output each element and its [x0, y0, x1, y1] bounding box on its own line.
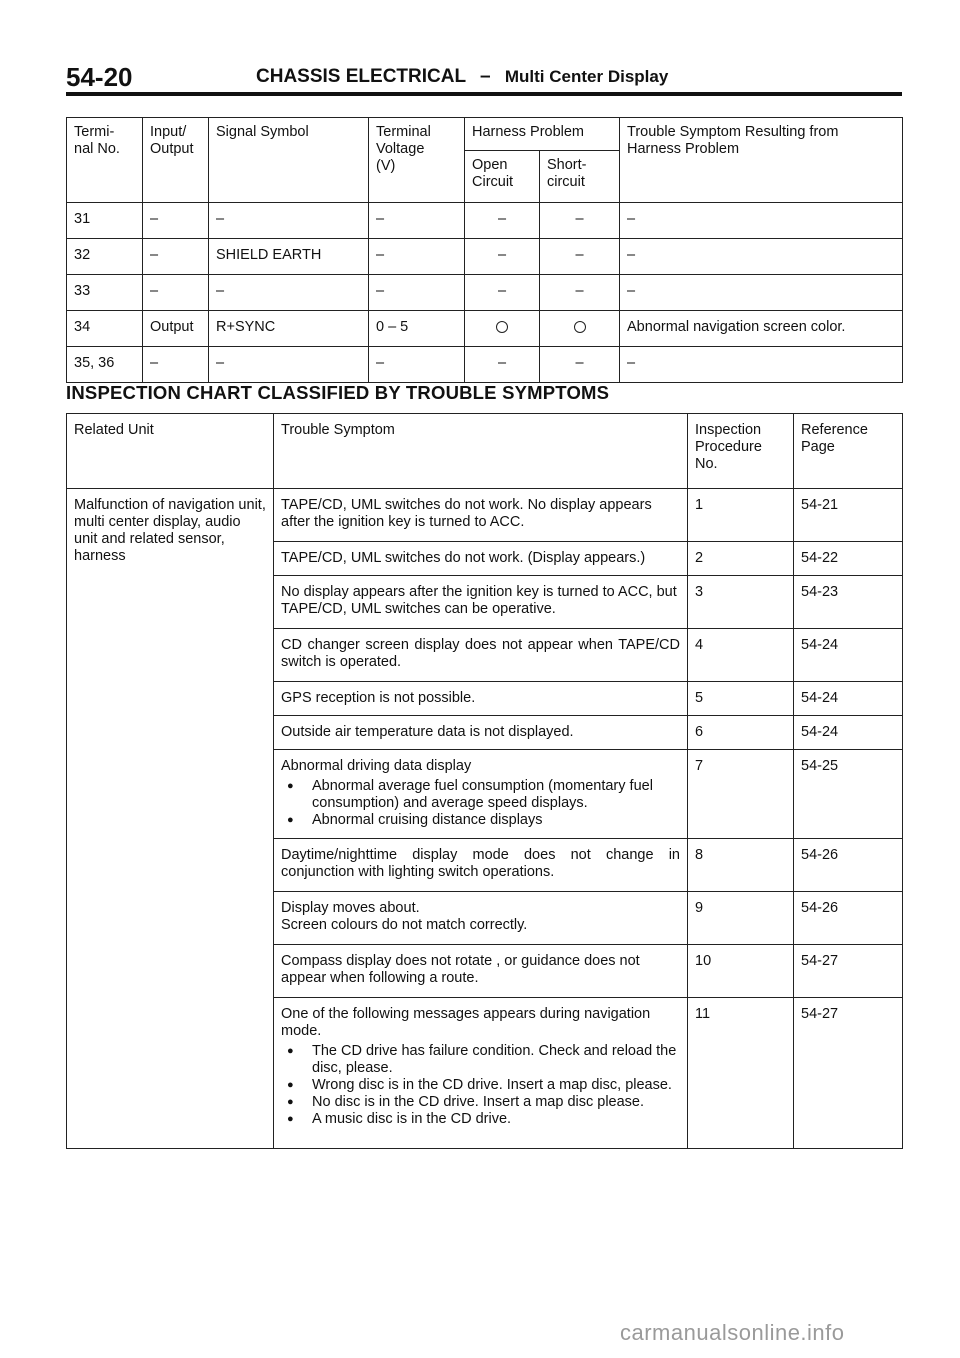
reference-page: 54-27 — [794, 945, 903, 998]
input-output: – — [143, 203, 209, 239]
trouble-symptom: Daytime/nighttime display mode does not change in conjunction with lighting switch operations. — [274, 839, 688, 892]
terminal-no: 33 — [67, 275, 143, 311]
inspection-chart-header-row — [67, 414, 903, 489]
header-terminal-voltage: Terminal Voltage (V) — [369, 118, 465, 203]
open-circuit: – — [465, 239, 540, 275]
terminal-voltage: – — [369, 203, 465, 239]
short-circuit: – — [540, 239, 620, 275]
short-circuit: – — [540, 275, 620, 311]
header-trouble-symptom: Trouble Symptom — [274, 414, 688, 489]
signal-symbol: – — [209, 275, 369, 311]
trouble-symptom-cell — [274, 750, 688, 839]
procedure-no: 8 — [688, 839, 794, 892]
procedure-no: 9 — [688, 892, 794, 945]
bullet-item: ● Abnormal cruising distance displays — [281, 812, 680, 829]
short-circuit: – — [540, 203, 620, 239]
trouble-symptom: TAPE/CD, UML switches do not work. (Display appears.) — [274, 542, 688, 576]
inspection-chart-table — [66, 413, 903, 1149]
reference-page: 54-24 — [794, 682, 903, 716]
reference-page: 54-24 — [794, 629, 903, 682]
trouble-symptom: CD changer screen display does not appear when TAPE/CD switch is operated. — [274, 629, 688, 682]
input-output: – — [143, 347, 209, 383]
section-name: CHASSIS ELECTRICAL — [256, 66, 466, 87]
trouble-symptom: – — [620, 347, 903, 383]
symptom-bullet-list — [281, 778, 680, 829]
reference-page: 54-25 — [794, 750, 903, 839]
table-row — [67, 347, 903, 383]
terminal-voltage: 0 – 5 — [369, 311, 465, 347]
reference-page: 54-22 — [794, 542, 903, 576]
terminal-no: 32 — [67, 239, 143, 275]
trouble-symptom: – — [620, 239, 903, 275]
header-input-output: Input/ Output — [143, 118, 209, 203]
trouble-symptom: – — [620, 203, 903, 239]
procedure-no: 11 — [688, 998, 794, 1149]
terminal-voltage: – — [369, 347, 465, 383]
trouble-symptom: Display moves about. Screen colours do not match correctly. — [274, 892, 688, 945]
short-circuit: – — [540, 347, 620, 383]
header-title — [256, 66, 668, 88]
trouble-symptom: – — [620, 275, 903, 311]
open-circuit: – — [465, 203, 540, 239]
header-reference-page: Reference Page — [794, 414, 903, 489]
watermark: carmanualsonline.info — [620, 1320, 845, 1345]
reference-page: 54-24 — [794, 716, 903, 750]
trouble-symptom: TAPE/CD, UML switches do not work. No display appears after the ignition key is turned to ACC. — [274, 489, 688, 542]
procedure-no: 4 — [688, 629, 794, 682]
reference-page: 54-26 — [794, 892, 903, 945]
bullet-item: ● A music disc is in the CD drive. — [281, 1111, 680, 1128]
terminal-voltage: – — [369, 275, 465, 311]
trouble-symptom: One of the following messages appears during navigation mode. — [281, 1006, 651, 1039]
procedure-no: 3 — [688, 576, 794, 629]
input-output: – — [143, 275, 209, 311]
page-number: 54-20 — [66, 62, 133, 92]
trouble-symptom-cell — [274, 998, 688, 1149]
procedure-no: 10 — [688, 945, 794, 998]
bullet-item: ● The CD drive has failure condition. Check and reload the disc, please. — [281, 1043, 680, 1077]
procedure-no: 7 — [688, 750, 794, 839]
header-terminal-no: Termi- nal No. — [67, 118, 143, 203]
page-header — [66, 62, 902, 96]
input-output: Output — [143, 311, 209, 347]
header-procedure-no: Inspection Procedure No. — [688, 414, 794, 489]
table-row — [67, 489, 903, 542]
reference-page: 54-27 — [794, 998, 903, 1149]
procedure-no: 1 — [688, 489, 794, 542]
subsection-name: Multi Center Display — [504, 67, 669, 86]
trouble-symptom: Compass display does not rotate , or guidance does not appear when following a route. — [274, 945, 688, 998]
terminal-table-header-row — [67, 118, 903, 151]
circle-mark-icon — [496, 321, 508, 333]
trouble-symptom: Outside air temperature data is not displayed. — [274, 716, 688, 750]
reference-page: 54-21 — [794, 489, 903, 542]
open-circuit: – — [465, 347, 540, 383]
procedure-no: 2 — [688, 542, 794, 576]
header-related-unit: Related Unit — [67, 414, 274, 489]
trouble-symptom: Abnormal driving data display — [281, 758, 472, 774]
trouble-symptom: No display appears after the ignition key is turned to ACC, but TAPE/CD, UML switches can be operative. — [274, 576, 688, 629]
bullet-item: ● No disc is in the CD drive. Insert a map disc please. — [281, 1094, 680, 1111]
inspection-chart-title: INSPECTION CHART CLASSIFIED BY TROUBLE SYMPTOMS — [66, 382, 610, 403]
procedure-no: 6 — [688, 716, 794, 750]
trouble-symptom: Abnormal navigation screen color. — [620, 311, 903, 347]
trouble-symptom: GPS reception is not possible. — [274, 682, 688, 716]
signal-symbol: SHIELD EARTH — [209, 239, 369, 275]
terminal-voltage: – — [369, 239, 465, 275]
terminal-no: 34 — [67, 311, 143, 347]
terminal-table — [66, 117, 903, 383]
symptom-bullet-list — [281, 1043, 680, 1128]
header-separator: – — [480, 66, 491, 87]
bullet-item: ● Abnormal average fuel consumption (momentary fuel consumption) and average speed displays. — [281, 778, 680, 812]
short-circuit — [540, 311, 620, 347]
table-row — [67, 203, 903, 239]
header-short-circuit: Short- circuit — [540, 151, 620, 203]
table-row — [67, 275, 903, 311]
procedure-no: 5 — [688, 682, 794, 716]
signal-symbol: – — [209, 347, 369, 383]
table-row — [67, 311, 903, 347]
input-output: – — [143, 239, 209, 275]
reference-page: 54-26 — [794, 839, 903, 892]
bullet-item: ● Wrong disc is in the CD drive. Insert a map disc, please. — [281, 1077, 680, 1094]
related-unit: Malfunction of navigation unit, multi center display, audio unit and related sensor, harness — [67, 489, 274, 1149]
reference-page: 54-23 — [794, 576, 903, 629]
open-circuit — [465, 311, 540, 347]
open-circuit: – — [465, 275, 540, 311]
terminal-no: 31 — [67, 203, 143, 239]
header-harness-problem: Harness Problem — [465, 118, 620, 151]
signal-symbol: – — [209, 203, 369, 239]
table-row — [67, 239, 903, 275]
circle-mark-icon — [574, 321, 586, 333]
signal-symbol: R+SYNC — [209, 311, 369, 347]
terminal-no: 35, 36 — [67, 347, 143, 383]
header-open-circuit: Open Circuit — [465, 151, 540, 203]
header-signal-symbol: Signal Symbol — [209, 118, 369, 203]
header-trouble-symptom: Trouble Symptom Resulting from Harness Problem — [620, 118, 903, 203]
